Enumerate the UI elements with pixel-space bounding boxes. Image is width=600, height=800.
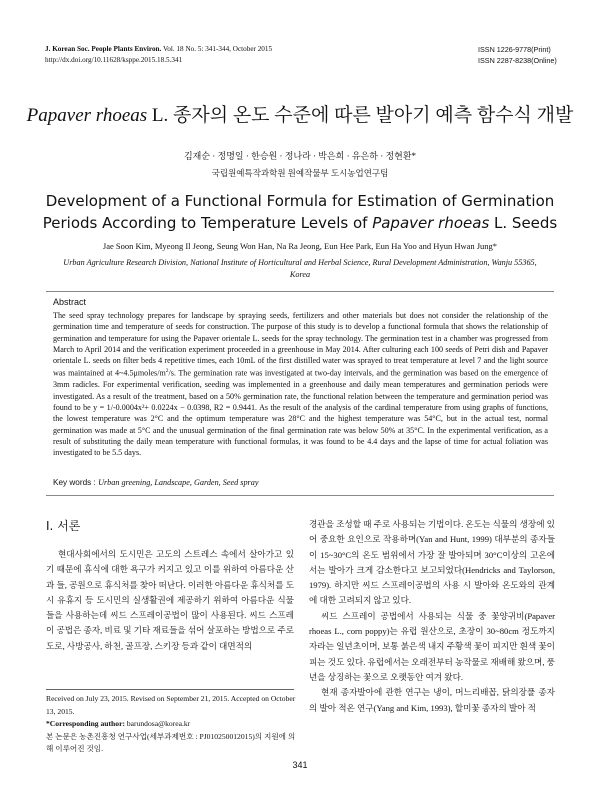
abstract-text-2: /s. The germination rate was investigated at two-day intervals, and the germination was based on the emergence of 3mm radicles. For experimental verification, seeding was implemented in a greenhouse and daily mean temperatures and germination periods were investigated. As a result of the treatment, based on a 50% germination rate, the functional relation between the temperature and germination period was found to be y = 1/-0.0004x²+ 0.0224x − 0.0398, R2 = 0.9441. As the result of the analysis of the cardinal temperature from using graphs of functions, the lowest temperature was 2°C and the optimum temperature was 28°C and the highest temperature was 54°C, but in the actual test, normal germination was made at 5°C and the unusual germination of the final germination rate was below 50% at 35°C. In the experimental verification, as a result of substituting the daily mean temperature with functional formulas, it was found to be 4.4 days and the lapse of time for actual foliation was investigated to be 5.5 days.	[53, 369, 548, 458]
right-paragraph-1: 경관을 조성할 때 주로 사용되는 기법이다. 온도는 식물의 생장에 있어 중요한 요인으로 작용하며(Yan and Hunt, 1999) 대부분의 종자들이 15~30°C의 온도 범위에서 가장 잘 발아되며 30°C이상의 고온에서는 발아가 크게 감소한다고 보고되었다(Hendricks and Taylorson, 1979). 하지만 씨드 스프레이공법의 사용 시 발아와 온도와의 관계에 대한 고려되지 않고 있다.	[309, 519, 555, 606]
footnote-divider	[46, 689, 294, 690]
volume-info: Vol. 18 No. 5: 341-344, October 2015	[163, 45, 273, 53]
abstract-text-1: The seed spray technology prepares for landscape by spraying seeds, fertilizers and other materials but does not consider the relationship of the germination time and temperature of seeds for construction. The purpose of this study is to develop a functional formula that shows the relationship of germination and temperature for using the Papaver orientale L. seeds for the spray technology. The germination test in a chamber was progressed from March to April 2014 and the verification experiment proceeded in a greenhouse in May 2014. After culturing each 100 seeds of Petri dish and Papaver orientale L. seeds on filter beds 4 repetitive times, each 10mL of the first distilled water was sprayed to treat temperature at level 7 and the light source was maintained at 4~4.5μmoles/m	[53, 311, 548, 379]
corresponding-label: *Corresponding author:	[46, 719, 127, 729]
keywords	[53, 478, 258, 487]
title-english-species: Papaver rhoeas	[372, 214, 490, 232]
section-title: Ⅰ. 서론	[46, 519, 81, 533]
issn-block	[478, 44, 557, 66]
title-korean-species: Papaver rhoeas	[26, 105, 148, 126]
title-english-line1: Development of a Functional Formula for Estimation of Germination	[45, 192, 555, 210]
abstract-superscript: 2	[165, 368, 169, 375]
title-english-line2-pre: Periods According to Temperature Levels of	[42, 214, 373, 232]
title-english-line2	[0, 212, 600, 234]
title-english-line2-post: L. Seeds	[489, 214, 558, 232]
right-paragraph-2: 씨드 스프레이 공법에서 사용되는 식물 중 꽃양귀비(Papaver rhoeas L., corn poppy)는 유럽 원산으로, 초장이 30~80cm 정도까지 자라는 일년초이며, 보통 붉은색 내지 주황색 꽃이 피지만 흰색 꽃이 피는 것도 있다. 유럽에서는 오래전부터 농작물로 재배해 왔으며, 풍년을 상징하는 꽃으로 오랫동안 여겨 왔다.	[309, 610, 555, 682]
affiliation-english: Urban Agriculture Research Division, National Institute of Horticultural and Herbal Science, Rural Development Administration, Wanju 55365, Korea	[63, 258, 537, 279]
footnote	[46, 693, 296, 756]
issn-online: ISSN 2287-8238(Online)	[478, 56, 557, 65]
journal-header	[45, 44, 272, 66]
corresponding-email[interactable]: barundosa@korea.kr	[126, 719, 191, 729]
title-korean	[0, 100, 600, 127]
authors-korean: 김재순 · 정명일 · 한승원 · 정나라 · 박은희 · 유은하 · 정현환*	[183, 151, 417, 161]
left-column-paragraph: 현대사회에서의 도시민은 고도의 스트레스 속에서 살아가고 있기 때문에 휴식에 대한 욕구가 커지고 있고 이를 위하여 아름다운 산과 들, 공원으로 휴식처를 찾아 떠난다. 이러한 아름다운 휴식처를 도시 유휴지 등 도시민의 실생활권에 제공하기 위하여 아름다운 식물들을 사용하는데 씨드 스프레이공법이 많이 사용된다. 씨드 스프레이 공법은 종자, 비료 및 기타 재료들을 섞어 살포하는 방법으로 주로 도로, 사방공사, 하천, 골프장, 스키장 등과 같이 대면적의	[46, 549, 294, 651]
issn-print: ISSN 1226-9778(Print)	[478, 45, 551, 54]
keywords-text: Urban greening, Landscape, Garden, Seed spray	[98, 478, 259, 487]
right-column	[309, 517, 555, 716]
keywords-label: Key words :	[53, 478, 99, 487]
right-paragraph-3: 현재 종자발아에 관한 연구는 냉이, 머느리배꼽, 닭의장풀 종자의 발아 적온 연구(Yang and Kim, 1993), 할미꽃 종자의 발아 적	[309, 687, 555, 713]
page-number: 341	[292, 760, 308, 770]
authors-english: Jae Soon Kim, Myeong Il Jeong, Seung Won Han, Na Ra Jeong, Eun Hee Park, Eun Ha Yoo and Hyun Hwan Jung*	[102, 241, 498, 251]
doi-link[interactable]: http://dx.doi.org/10.11628/ksppe.2015.18.5.341	[45, 56, 183, 64]
abstract-heading: Abstract	[53, 297, 87, 307]
footnote-received: Received on July 23, 2015. Revised on September 21, 2015. Accepted on October 13, 2015.	[46, 694, 296, 716]
abstract-body	[53, 310, 548, 459]
title-english	[0, 190, 600, 234]
footnote-funding: 본 논문은 농촌진흥청 연구사업(세부과제번호 : PJ010250012015)의 지원에 의해 이루어진 것임.	[46, 731, 296, 754]
title-korean-rest: L. 종자의 온도 수준에 따른 발아기 예측 함수식 개발	[147, 105, 574, 126]
affiliation-korean: 국립원예특작과학원 원예작물부 도시농업연구팀	[211, 168, 389, 178]
footnote-corresponding	[46, 718, 296, 731]
journal-name: J. Korean Soc. People Plants Environ.	[45, 45, 162, 53]
